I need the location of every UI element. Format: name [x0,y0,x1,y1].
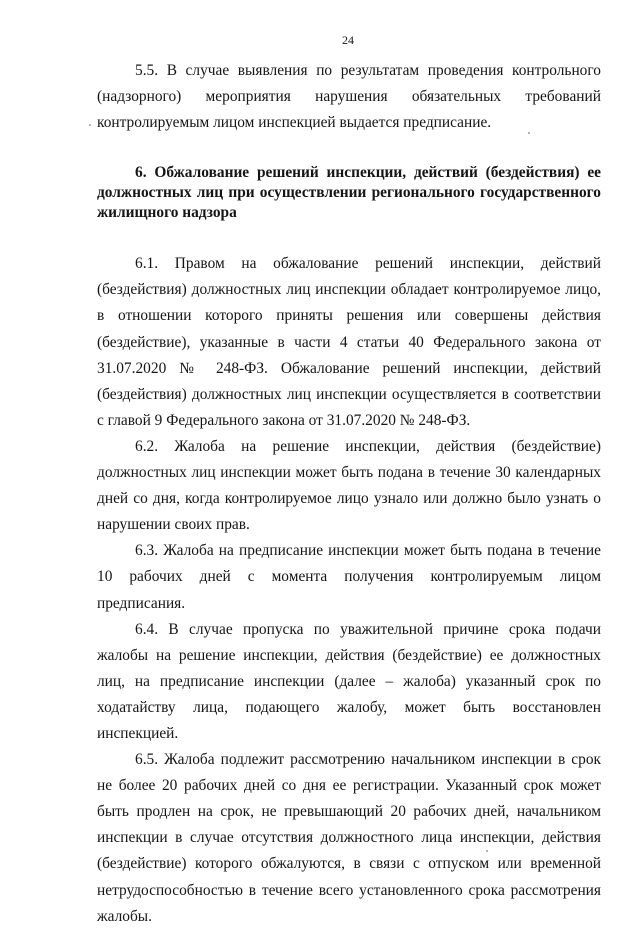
paragraph-6-4: 6.4. В случае пропуска по уважительной причине срока подачи жалобы на решение инспекции, действия (бездействие) ее должностных лиц, на предписание инспекции (далее – жалоба) указанный срок по ходатайству лица, подающего жалобу, может быть восстановлен инспекцией. [97,620,601,742]
page-number: 24 [342,33,354,47]
paragraph-5-5: 5.5. В случае выявления по результатам проведения контрольного (надзорного) мероприятия нарушения обязательных требований контролируемым лицом инспекцией выдается предписание. [97,62,601,132]
section-heading: 6. Обжалование решений инспекции, действий (бездействия) ее должностных лиц при осуществлении регионального государственного жилищного надзора [97,164,601,222]
document-body [97,58,601,930]
paragraph-6-5: 6.5. Жалоба подлежит рассмотрению начальником инспекции в срок не более 20 рабочих дней со дня ее регистрации. Указанный срок может быть продлен на срок, не превышающий 20 рабочих дней, начальником инспекции в случае отсутствия должностного лица инспекции, действия (бездействие) которого обжалуются, в связи с отпуском или временной нетрудоспособностью в течение всего установленного срока рассмотрения жалобы. [97,751,601,925]
paragraph-6-1: 6.1. Правом на обжалование решений инспекции, действий (бездействия) должностных лиц инспекции обладает контролируемое лицо, в отношении которого приняты решения или совершены действия (бездействие), указанные в части 4 статьи 40 Федерального закона от 31.07.2020 № 248-ФЗ. Обжалование решений инспекции, действий (бездействия) должностных лиц инспекции осуществляется в соответствии с главой 9 Федерального закона от 31.07.2020 № 248-ФЗ. [97,255,601,429]
paragraph-6-2: 6.2. Жалоба на решение инспекции, действия (бездействие) должностных лиц инспекции может быть подана в течение 30 календарных дней со дня, когда контролируемое лицо узнало или должно было узнать о нарушении своих прав. [97,437,601,534]
scan-speck [486,850,488,852]
scan-speck [89,124,91,126]
paragraph-6-3: 6.3. Жалоба на предписание инспекции может быть подана в течение 10 рабочих дней с момента получения контролируемым лицом предписания. [97,542,601,612]
scan-speck [528,132,530,134]
